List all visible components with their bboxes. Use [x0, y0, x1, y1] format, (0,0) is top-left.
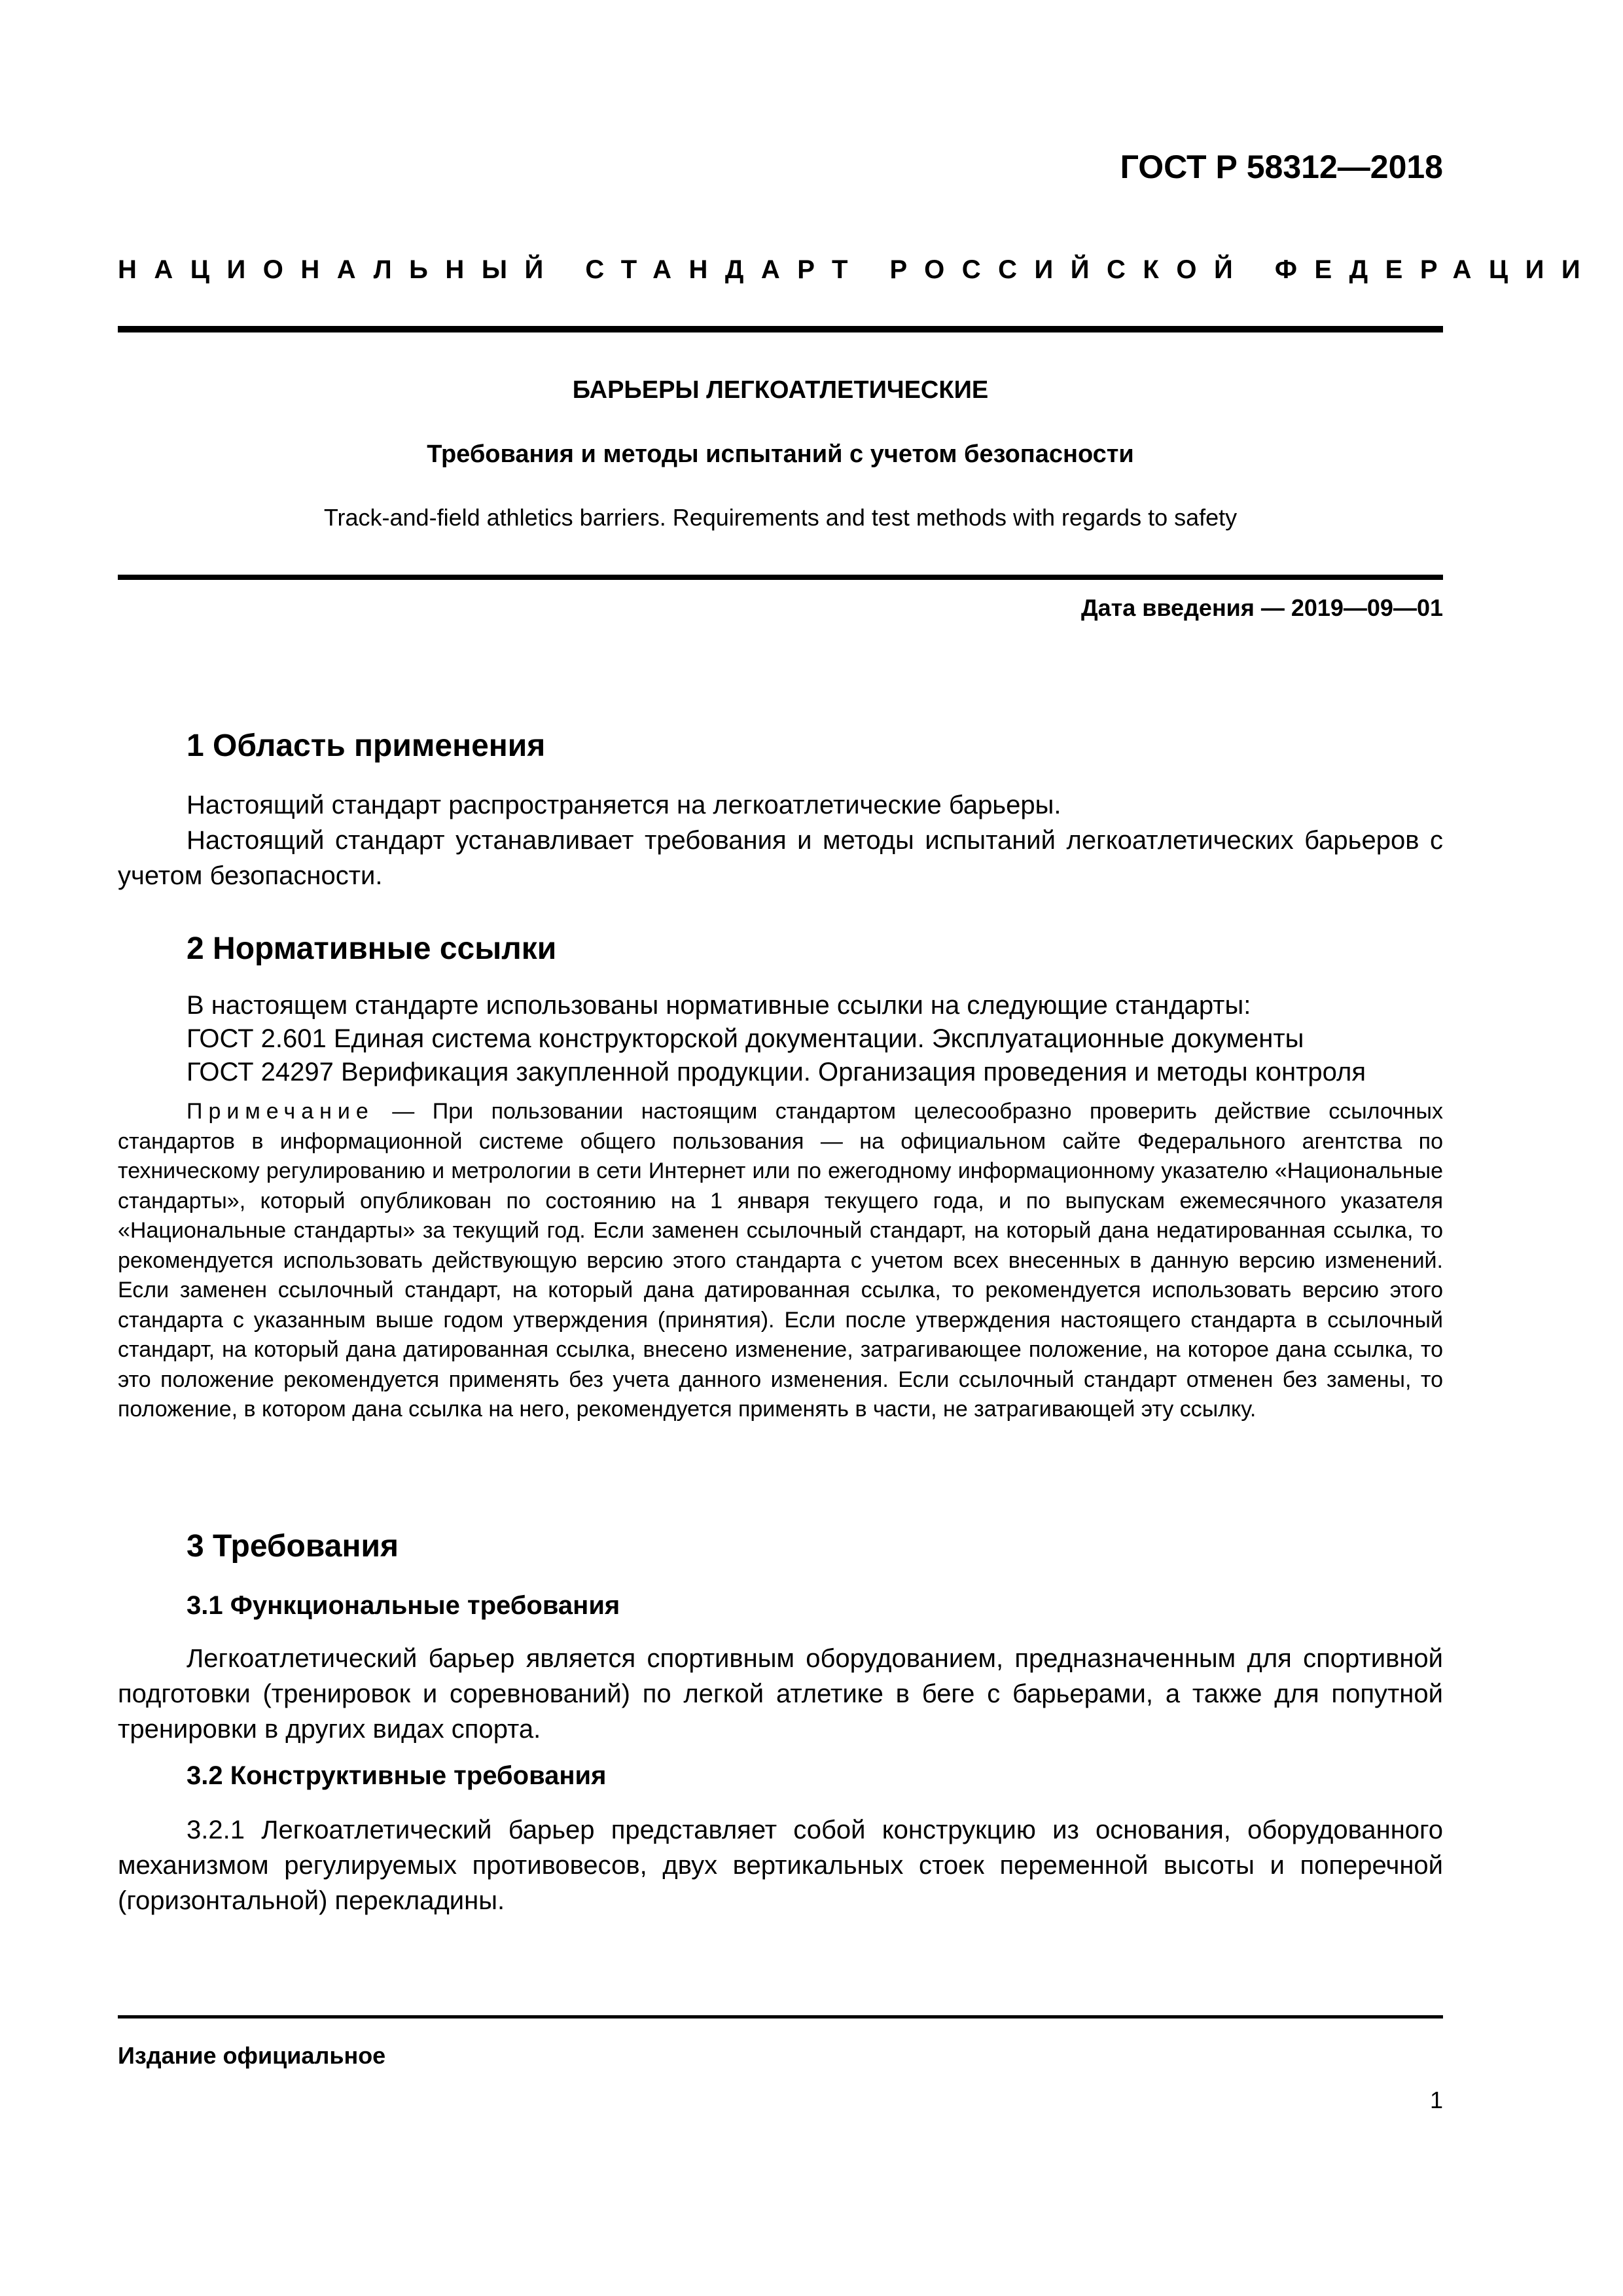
edition-label: Издание официальное [118, 2042, 386, 2069]
subsection-3-1-heading: 3.1 Функциональные требования [187, 1591, 620, 1620]
header-rule [118, 326, 1443, 332]
note-label: Примечание [187, 1099, 374, 1124]
section-1-heading: 1 Область применения [187, 728, 546, 763]
note-paragraph [118, 1097, 1443, 1425]
section-2-heading: 2 Нормативные ссылки [187, 931, 557, 966]
document-code: ГОСТ Р 58312—2018 [1120, 149, 1443, 185]
section-1-paragraph-1: Настоящий стандарт распространяется на легкоатлетические барьеры. [187, 791, 1061, 819]
subsection-3-2-heading: 3.2 Конструктивные требования [187, 1761, 607, 1790]
footer-rule [118, 2015, 1443, 2018]
introduction-date: Дата введения — 2019—09—01 [1080, 594, 1443, 621]
national-standard-banner: НАЦИОНАЛЬНЫЙ СТАНДАРТ РОССИЙСКОЙ ФЕДЕРАЦИИ [118, 255, 1598, 284]
page-number: 1 [1429, 2087, 1443, 2113]
title-rule [118, 575, 1443, 580]
note-text: — При пользовании настоящим стандартом целесообразно проверить действие ссылочных стандартов в информационной системе общего пользования — на официальном сайте Федерального агентства по техническому регулированию и метрологии в сети Интернет или по ежегодному информационному указателю «Национальные стандарты», который опубликован по состоянию на 1 января текущего года, и по выпускам ежемесячного указателя «Национальные стандарты» за текущий год. Если заменен ссылочный стандарт, на который дана недатированная ссылка, то рекомендуется использовать действующую версию этого стандарта с учетом всех внесенных в данную версию изменений. Если заменен ссылочный стандарт, на который дана датированная ссылка, то рекомендуется использовать версию этого стандарта с указанным выше годом утверждения (принятия). Если после утверждения настоящего стандарта в ссылочный стандарт, на который дана датированная ссылка, внесено изменение, затрагивающее положение, на которое дана ссылка, то это положение рекомендуется применять без учета данного изменения. Если ссылочный стандарт отменен без замены, то положение, в котором дана ссылка на него, рекомендуется применять в части, не затрагивающей эту ссылку. [118, 1099, 1443, 1422]
section-1-paragraph-2: Настоящий стандарт устанавливает требования и методы испытаний легкоатлетических барьеров с учетом безопасности. [118, 826, 1443, 890]
section-2-intro: В настоящем стандарте использованы нормативные ссылки на следующие стандарты: [187, 991, 1251, 1020]
subsection-3-1-text: Легкоатлетический барьер является спортивным оборудованием, предназначенным для спортивной подготовки (тренировок и соревнований) по легкой атлетике в беге с барьерами, а также для попутной тренировки в других видах спорта. [118, 1644, 1443, 1744]
document-title: БАРЬЕРЫ ЛЕГКОАТЛЕТИЧЕСКИЕ [572, 376, 989, 404]
subsection-3-2-text: 3.2.1 Легкоатлетический барьер представляет собой конструкцию из основания, оборудованного механизмом регулируемых противовесов, двух вертикальных стоек переменной высоты и поперечной (горизонтальной) перекладины. [118, 1816, 1443, 1915]
section-3-heading: 3 Требования [187, 1529, 399, 1564]
reference-item: ГОСТ 24297 Верификация закупленной продукции. Организация проведения и методы контроля [187, 1058, 1366, 1086]
reference-item: ГОСТ 2.601 Единая система конструкторской документации. Эксплуатационные документы [187, 1024, 1304, 1053]
document-title-english: Track-and-field athletics barriers. Requirements and test methods with regards to safety [323, 504, 1238, 531]
document-subtitle: Требования и методы испытаний с учетом безопасности [427, 440, 1134, 468]
